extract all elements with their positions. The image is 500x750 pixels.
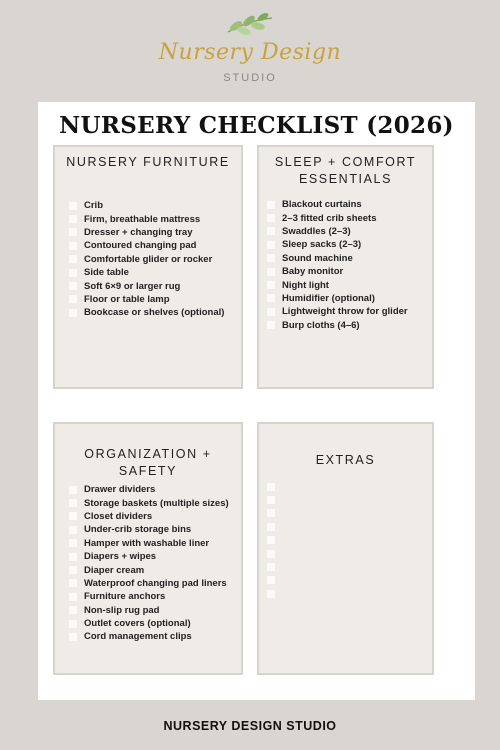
item-label: Outlet covers (optional) <box>84 618 191 630</box>
checkbox[interactable] <box>69 566 77 574</box>
checkbox[interactable] <box>69 539 77 547</box>
checkbox[interactable] <box>267 201 275 209</box>
item-label: Sound machine <box>282 252 353 264</box>
checklist-item[interactable] <box>267 507 432 520</box>
checkbox[interactable] <box>267 483 275 491</box>
leaf-sprig-icon <box>222 12 278 38</box>
checklist-item[interactable] <box>69 239 241 252</box>
item-label: Diapers + wipes <box>84 551 157 563</box>
item-label: Non-slip rug pad <box>84 604 160 616</box>
section-card-sleep <box>257 145 434 389</box>
checklist-item[interactable] <box>69 617 241 630</box>
item-label: 2–3 fitted crib sheets <box>282 212 377 224</box>
checklist-item[interactable] <box>69 604 241 617</box>
brand-subtitle: STUDIO <box>223 72 277 84</box>
checkbox[interactable] <box>69 593 77 601</box>
checkbox[interactable] <box>69 242 77 250</box>
checklist-item[interactable] <box>69 523 241 536</box>
checklist <box>69 483 241 644</box>
checkbox[interactable] <box>69 633 77 641</box>
item-label: Baby monitor <box>282 266 344 278</box>
item-label: Floor or table lamp <box>84 293 170 305</box>
checklist-item[interactable] <box>267 238 432 251</box>
item-label: Under-crib storage bins <box>84 524 192 536</box>
section-card-furniture <box>53 145 243 389</box>
item-label: Closet dividers <box>84 510 153 522</box>
checklist-item[interactable] <box>69 550 241 563</box>
checklist-item[interactable] <box>267 265 432 278</box>
checklist-item[interactable] <box>267 547 432 560</box>
checklist-item[interactable] <box>69 563 241 576</box>
checkbox[interactable] <box>267 227 275 235</box>
checklist <box>267 198 432 332</box>
checkbox[interactable] <box>69 309 77 317</box>
section-title: NURSERY FURNITURE <box>66 155 230 169</box>
checkbox[interactable] <box>267 536 275 544</box>
item-label: Soft 6×9 or larger rug <box>84 280 181 292</box>
checkbox[interactable] <box>267 254 275 262</box>
checkbox[interactable] <box>69 282 77 290</box>
checklist-item[interactable] <box>267 305 432 318</box>
checklist-sheet <box>38 102 475 700</box>
checkbox[interactable] <box>69 228 77 236</box>
checkbox[interactable] <box>267 523 275 531</box>
page-title: NURSERY CHECKLIST (2026) <box>59 112 454 139</box>
checkbox[interactable] <box>267 550 275 558</box>
checkbox[interactable] <box>267 321 275 329</box>
checklist-item[interactable] <box>267 225 432 238</box>
item-label: Swaddles (2–3) <box>282 225 351 237</box>
section-card-organization <box>53 422 243 675</box>
checklist-item[interactable] <box>69 537 241 550</box>
item-label: Firm, breathable mattress <box>84 213 201 225</box>
checklist-item[interactable] <box>69 293 241 306</box>
item-label: Diaper cream <box>84 564 145 576</box>
item-label: Night light <box>282 279 329 291</box>
checkbox[interactable] <box>267 268 275 276</box>
item-label: Humidifier (optional) <box>282 292 375 304</box>
checklist-item[interactable] <box>267 480 432 493</box>
checklist-item[interactable] <box>267 252 432 265</box>
brand-name: Nursery Design <box>158 40 342 65</box>
checkbox[interactable] <box>69 620 77 628</box>
checklist-item[interactable] <box>69 510 241 523</box>
checkbox[interactable] <box>267 590 275 598</box>
checklist-item[interactable] <box>69 199 241 212</box>
checkbox[interactable] <box>69 553 77 561</box>
checklist-item[interactable] <box>267 520 432 533</box>
checkbox[interactable] <box>267 563 275 571</box>
item-label: Waterproof changing pad liners <box>84 577 227 589</box>
checklist-item[interactable] <box>267 292 432 305</box>
checkbox[interactable] <box>69 579 77 587</box>
checklist-item[interactable] <box>69 483 241 496</box>
item-label: Cord management clips <box>84 631 192 643</box>
checkbox[interactable] <box>69 215 77 223</box>
checklist-item[interactable] <box>69 630 241 643</box>
item-label: Blackout curtains <box>282 199 362 211</box>
item-label: Hamper with washable liner <box>84 537 210 549</box>
item-label: Lightweight throw for glider <box>282 306 408 318</box>
item-label: Sleep sacks (2–3) <box>282 239 362 251</box>
checkbox[interactable] <box>267 308 275 316</box>
checkbox[interactable] <box>267 576 275 584</box>
checkbox[interactable] <box>69 512 77 520</box>
section-card-extras <box>257 422 434 675</box>
checkbox[interactable] <box>267 509 275 517</box>
section-title: EXTRAS <box>315 453 376 467</box>
item-label: Storage baskets (multiple sizes) <box>84 497 229 509</box>
checkbox[interactable] <box>69 526 77 534</box>
checkbox[interactable] <box>69 202 77 210</box>
item-label: Bookcase or shelves (optional) <box>84 307 225 319</box>
checkbox[interactable] <box>267 294 275 302</box>
checkbox[interactable] <box>267 214 275 222</box>
checklist-item[interactable] <box>267 278 432 291</box>
checklist-item[interactable] <box>267 211 432 224</box>
checklist-item[interactable] <box>69 266 241 279</box>
checklist-item[interactable] <box>267 574 432 587</box>
brand-logo <box>0 0 500 100</box>
checklist-item[interactable] <box>69 496 241 509</box>
checkbox[interactable] <box>69 499 77 507</box>
footer-brand: NURSERY DESIGN STUDIO <box>163 719 337 733</box>
checklist-item[interactable] <box>267 493 432 506</box>
item-label: Comfortable glider or rocker <box>84 253 213 265</box>
item-label: Dresser + changing tray <box>84 226 193 238</box>
item-label: Side table <box>84 267 129 279</box>
checkbox[interactable] <box>267 241 275 249</box>
checkbox[interactable] <box>69 269 77 277</box>
item-label: Furniture anchors <box>84 591 166 603</box>
checklist-item[interactable] <box>69 577 241 590</box>
checklist-item[interactable] <box>267 198 432 211</box>
checklist-item[interactable] <box>267 319 432 332</box>
checkbox[interactable] <box>267 496 275 504</box>
checklist-item[interactable] <box>69 306 241 319</box>
checkbox[interactable] <box>69 295 77 303</box>
checkbox[interactable] <box>69 606 77 614</box>
checklist-item[interactable] <box>69 253 241 266</box>
checklist-item[interactable] <box>267 534 432 547</box>
checkbox[interactable] <box>69 255 77 263</box>
item-label: Contoured changing pad <box>84 240 197 252</box>
section-title: SLEEP + COMFORT ESSENTIALS <box>274 155 417 186</box>
item-label: Crib <box>84 200 103 212</box>
checklist-item[interactable] <box>69 212 241 225</box>
checklist-item[interactable] <box>69 226 241 239</box>
checklist-item[interactable] <box>267 560 432 573</box>
checklist <box>267 480 432 601</box>
checklist-item[interactable] <box>69 279 241 292</box>
checklist <box>69 199 241 320</box>
item-label: Burp cloths (4–6) <box>282 319 360 331</box>
checklist-item[interactable] <box>69 590 241 603</box>
checkbox[interactable] <box>267 281 275 289</box>
section-title: ORGANIZATION + SAFETY <box>84 447 212 478</box>
checklist-item[interactable] <box>267 587 432 600</box>
checkbox[interactable] <box>69 486 77 494</box>
item-label: Drawer dividers <box>84 484 156 496</box>
